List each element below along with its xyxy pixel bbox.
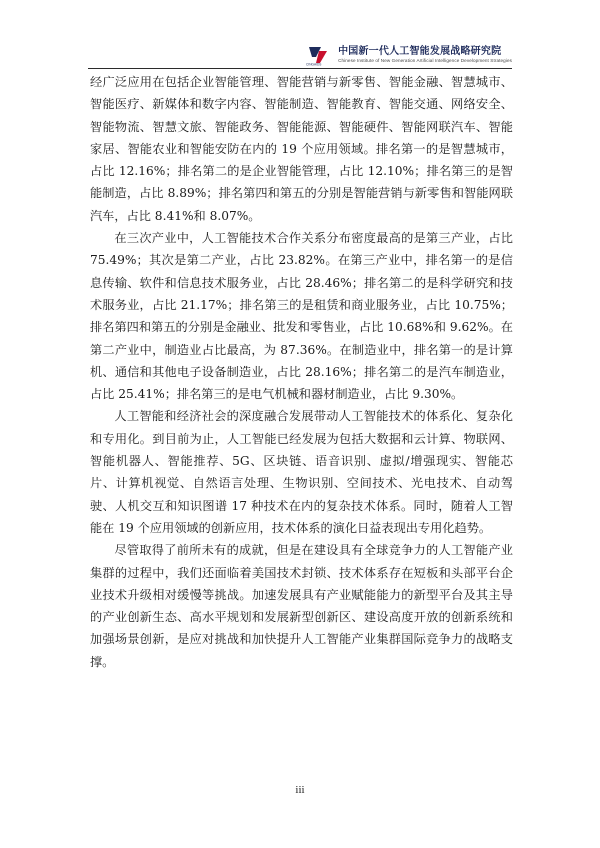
paragraph-4: 尽管取得了前所未有的成就，但是在建设具有全球竞争力的人工智能产业集群的过程中，我们还面临着美国技术封锁、技术体系存在短板和头部平台企业技术升级相对缓慢等挑战。加速发展具有产业赋能能力的新型平台及其主导的产业创新生态、高水平规划和发展新型创新区、建设高度开放的创新系统和加强场景创新，是应对挑战和加快提升人工智能产业集群国际竞争力的战略支撑。 [90,543,513,669]
header-divider [88,68,512,69]
paragraph-1: 经广泛应用在包括企业智能管理、智能营销与新零售、智能金融、智慧城市、智能医疗、新媒体和数字内容、智能制造、智能教育、智能交通、网络安全、智能物流、智慧文旅、智能政务、智能能源、智能硬件、智能网联汽车、智能家居、智能农业和智能安防在内的 19 个应用领域。排名第一的是智慧城市，占比 12.16%；排名第二的是企业智能管理，占比 12.10%；排名第三的是智能制造，占比 8.89%；排名第四和第五的分别是智能营销与新零售和智能网联汽车，占比 8.41%和 8.07%。 [90,75,513,223]
paragraph-3: 人工智能和经济社会的深度融合发展带动人工智能技术的体系化、复杂化和专用化。到目前为止，人工智能已经发展为包括大数据和云计算、物联网、智能机器人、智能推荐、5G、区块链、语音识别、虚拟/增强现实、智能芯片、计算机视觉、自然语言处理、生物识别、空间技术、光电技术、自动驾驶、人机交互和知识图谱 17 种技术在内的复杂技术体系。同时，随着人工智能在 19 个应用领域的创新应用，技术体系的演化日益表现出专用化趋势。 [90,409,513,535]
logo-caption: CINGAIDS [306,62,322,66]
page-header [306,44,512,66]
institute-name-cn: 中国新一代人工智能发展战略研究院 [338,45,502,57]
paragraph-2: 在三次产业中，人工智能技术合作关系分布密度最高的是第三产业，占比 75.49%；其次是第二产业，占比 23.82%。在第三产业中，排名第一的是信息传输、软件和信息技术服务业，占比 28.46%；排名第二的是科学研究和技术服务业，占比 21.17%；排名第三的是租赁和商业服务业，占比 10.75%；排名第四和第五的分别是金融业、批发和零售业，占比 10.68%和 9.62%。在第二产业中，制造业占比最高，为 87.36%。在制造业中，排名第一的是计算机、通信和其他电子设备制造业，占比 28.16%；排名第二的是汽车制造业，占比 25.41%；排名第三的是电气机械和器材制造业，占比 9.30%。 [90,231,513,402]
institute-logo-icon [306,44,332,66]
institute-name-en: Chinese Institute of New Generation Artificial Intelligence Development Strategies [338,57,512,63]
body-text [90,71,513,673]
page-number: iii [295,784,305,796]
